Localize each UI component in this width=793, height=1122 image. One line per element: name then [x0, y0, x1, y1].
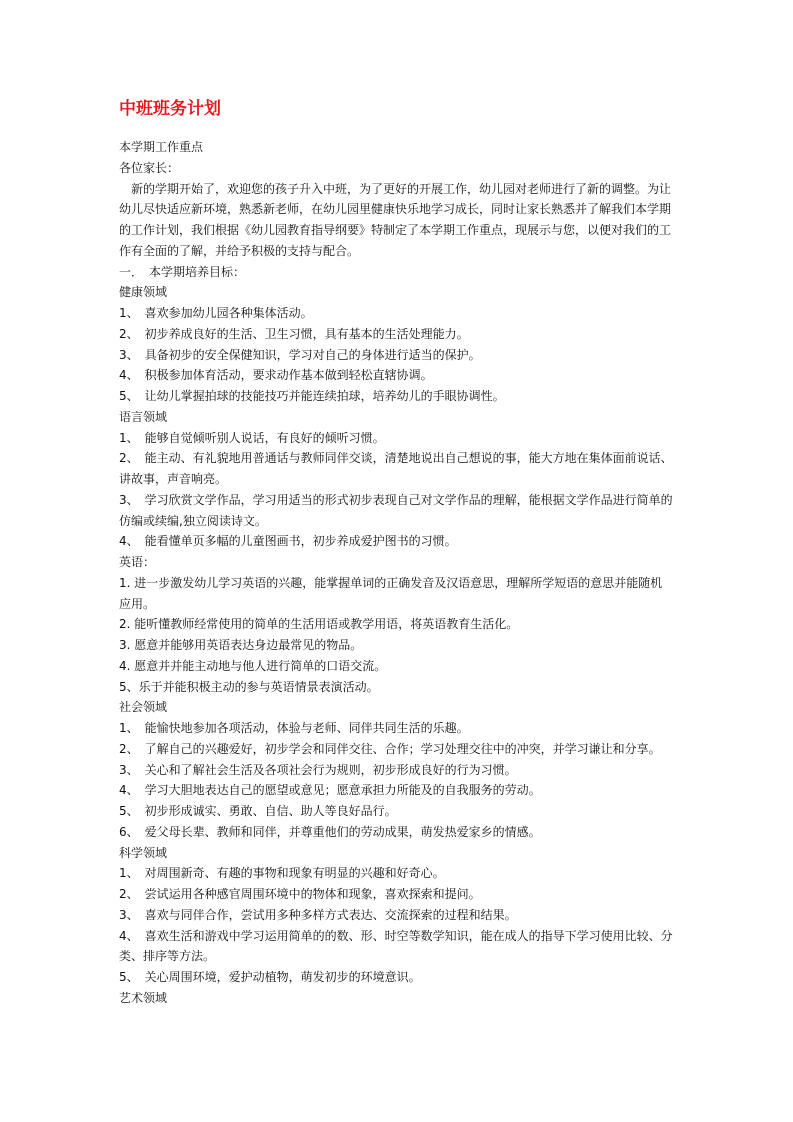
text-line: 3、 喜欢与同伴合作，尝试用多种多样方式表达、交流探索的过程和结果。 [119, 908, 517, 922]
text-line: 4、 能看懂单页多幅的儿童图画书，初步养成爱护图书的习惯。 [119, 534, 457, 548]
text-line: 4、 喜欢生活和游戏中学习运用简单的的数、形、时空等数学知识，能在成人的指导下学习使用比较、分 [119, 929, 673, 943]
text-line: 英语： [119, 555, 156, 569]
text-line: 社会领域 [119, 700, 168, 714]
text-line: 各位家长： [119, 161, 180, 175]
text-line: 6、 爱父母长辈、教师和同伴，并尊重他们的劳动成果，萌发热爱家乡的情感。 [119, 825, 541, 839]
text-line: 仿编或续编,独立阅读诗文。 [119, 514, 267, 528]
text-line: 讲故事，声音响亮。 [119, 472, 228, 486]
text-line: 新的学期开始了，欢迎您的孩子升入中班，为了更好的开展工作，幼儿园对老师进行了新的调整。为让 [119, 182, 672, 196]
text-line: 语言领域 [119, 410, 168, 424]
text-line: 艺术领域 [119, 991, 168, 1005]
text-line: 1. 进一步激发幼儿学习英语的兴趣，能掌握单词的正确发音及汉语意思，理解所学短语的意思并能随机 [119, 576, 663, 590]
text-line: 3、 关心和了解社会生活及各项社会行为规则，初步形成良好的行为习惯。 [119, 763, 517, 777]
text-line: 4、 学习大胆地表达自己的愿望或意见；愿意承担力所能及的自我服务的劳动。 [119, 783, 541, 797]
text-line: 3、 具备初步的安全保健知识，学习对自己的身体进行适当的保护。 [119, 348, 481, 362]
document-title: 中班班务计划 [119, 99, 221, 119]
text-line: 科学领域 [119, 846, 168, 860]
text-line: 一． 本学期培养目标： [119, 265, 246, 279]
text-line: 2、 尝试运用各种感官周围环境中的物体和现象，喜欢探索和提问。 [119, 887, 481, 901]
text-line: 5、 让幼儿掌握拍球的技能技巧并能连续拍球，培养幼儿的手眼协调性。 [119, 389, 505, 403]
text-line: 幼儿尽快适应新环境，熟悉新老师，在幼儿园里健康快乐地学习成长，同时让家长熟悉并了解我们本学期 [119, 202, 672, 216]
text-line: 4. 愿意并并能主动地与他人进行简单的口语交流。 [119, 659, 387, 673]
text-line: 5、 初步形成诚实、勇敢、自信、助人等良好品行。 [119, 804, 397, 818]
text-line: 2、 了解自己的兴趣爱好，初步学会和同伴交往、合作；学习处理交往中的冲突，并学习谦让和分享。 [119, 742, 661, 756]
text-line: 2、 能主动、有礼貌地用普通话与教师同伴交谈，清楚地说出自己想说的事，能大方地在集体面前说话、 [119, 451, 673, 465]
text-line: 3、 学习欣赏文学作品，学习用适当的形式初步表现自己对文学作品的理解，能根据文学作品进行简单的 [119, 493, 673, 507]
text-line: 作有全面的了解，并给予积极的支持与配合。 [119, 244, 360, 258]
text-line: 5、乐于并能积极主动的参与英语情景表演活动。 [119, 680, 379, 694]
text-line: 5、 关心周围环境，爱护动植物，萌发初步的环境意识。 [119, 970, 421, 984]
text-line: 1、 喜欢参加幼儿园各种集体活动。 [119, 306, 313, 320]
text-line: 1、 能愉快地参加各项活动，体验与老师、同伴共同生活的乐趣。 [119, 721, 469, 735]
text-line: 4、 积极参加体育活动，要求动作基本做到轻松直辖协调。 [119, 368, 433, 382]
text-line: 健康领域 [119, 285, 168, 299]
text-line: 类、排序等方法。 [119, 949, 216, 963]
text-line: 3. 愿意并能够用英语表达身边最常见的物品。 [119, 638, 363, 652]
text-line: 2、 初步养成良好的生活、卫生习惯，具有基本的生活处理能力。 [119, 327, 469, 341]
text-line: 1、 对周围新奇、有趣的事物和现象有明显的兴趣和好奇心。 [119, 866, 445, 880]
text-line: 应用。 [119, 597, 156, 611]
text-line: 2. 能听懂教师经常使用的简单的生活用语或教学用语，将英语教育生活化。 [119, 617, 519, 631]
text-line: 1、 能够自觉倾听别人说话，有良好的倾听习惯。 [119, 431, 385, 445]
text-line: 本学期工作重点 [119, 140, 204, 154]
text-line: 的工作计划，我们根据《幼儿园教育指导纲要》特制定了本学期工作重点，现展示与您，以便对我们的工 [119, 223, 672, 237]
